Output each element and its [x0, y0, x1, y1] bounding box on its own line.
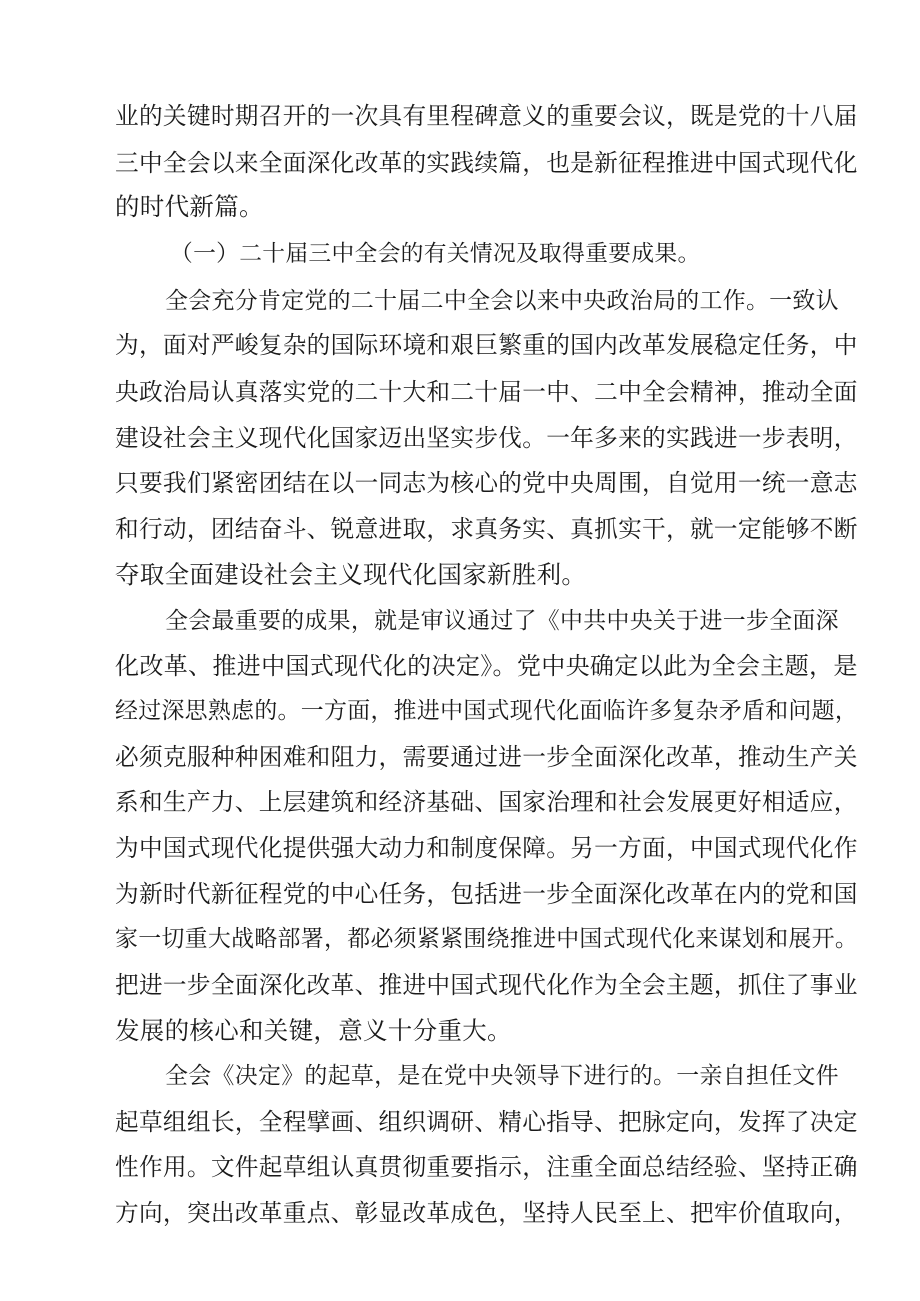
text-line: 全会充分肯定党的二十届二中全会以来中央政治局的工作。一致认 [165, 288, 839, 314]
text-line: 系和生产力、上层建筑和经济基础、国家治理和社会发展更好相适应， [115, 788, 858, 816]
text-line: 化改革、推进中国式现代化的决定》。党中央确定以此为全会主题，是 [115, 652, 858, 680]
text-line: 只要我们紧密团结在以一同志为核心的党中央周围，自觉用一统一意志 [115, 469, 858, 497]
text-line: 方向，突出改革重点、彰显改革成色，坚持人民至上、把牢价值取向， [115, 1199, 858, 1227]
section-heading: （一）二十届三中全会的有关情况及取得重要成果。 [170, 241, 701, 267]
text-line: 经过深思熟虑的。一方面，推进中国式现代化面临许多复杂矛盾和问题， [115, 698, 859, 724]
text-line: 必须克服种种困难和阻力，需要通过进一步全面深化改革，推动生产关 [115, 743, 858, 771]
text-line: 把进一步全面深化改革、推进中国式现代化作为全会主题，抓住了事业 [115, 971, 858, 999]
text-line: 的时代新篇。 [115, 192, 264, 221]
text-line: 为，面对严峻复杂的国际环境和艰巨繁重的国内改革发展稳定任务，中 [115, 331, 858, 359]
text-line: 发展的核心和关键，意义十分重大。 [115, 1016, 512, 1045]
text-line: 全会《决定》的起草，是在党中央领导下进行的。一亲自担任文件 [165, 1063, 839, 1089]
text-line: 为中国式现代化提供强大动力和制度保障。另一方面，中国式现代化作 [115, 834, 858, 862]
text-line: 家一切重大战略部署，都必须紧紧围绕推进中国式现代化来谋划和展开。 [115, 926, 859, 952]
text-line: 建设社会主义现代化国家迈出坚实步伐。一年多来的实践进一步表明， [115, 424, 858, 452]
text-line: 业的关键时期召开的一次具有里程碑意义的重要会议，既是党的十八届 [115, 102, 858, 130]
text-line: 央政治局认真落实党的二十大和二十届一中、二中全会精神，推动全面 [115, 378, 858, 406]
text-line: 和行动，团结奋斗、锐意进取，求真务实、真抓实干，就一定能够不断 [115, 515, 858, 543]
text-line: 全会最重要的成果，就是审议通过了《中共中央关于进一步全面深 [165, 608, 839, 634]
text-line: 夺取全面建设社会主义现代化国家新胜利。 [115, 560, 587, 589]
text-line: 起草组组长，全程擘画、组织调研、精心指导、把脉定向，发挥了决定 [115, 1108, 858, 1136]
text-line: 三中全会以来全面深化改革的实践续篇，也是新征程推进中国式现代化 [115, 149, 858, 177]
text-line: 为新时代新征程党的中心任务，包括进一步全面深化改革在内的党和国 [115, 880, 858, 908]
text-line: 性作用。文件起草组认真贯彻重要指示，注重全面总结经验、坚持正确 [115, 1153, 858, 1181]
